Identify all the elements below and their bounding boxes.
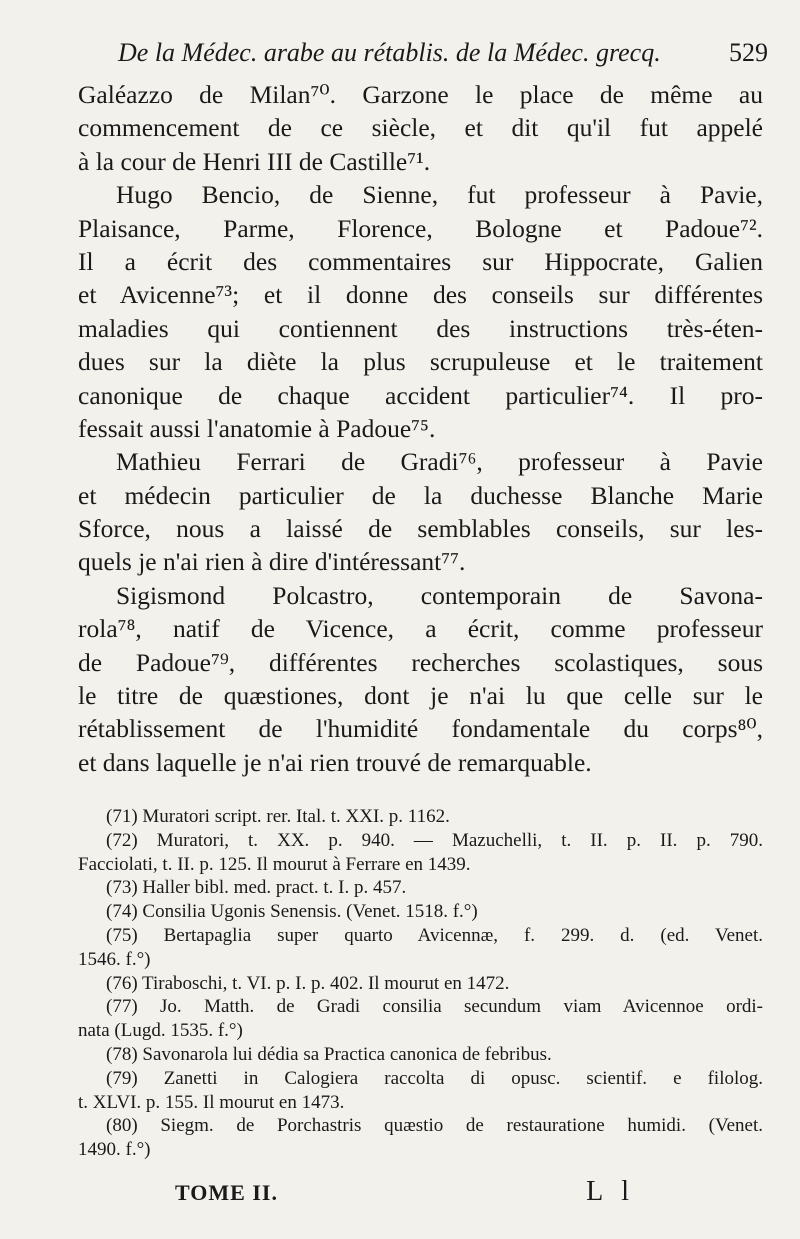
text-line: et Avicenne⁷³; et il donne des conseils sur différentes: [78, 280, 763, 310]
footnote-line: (73) Haller bibl. med. pract. t. I. p. 457.: [106, 877, 407, 899]
text-line: et dans laquelle je n'ai rien trouvé de remarquable.: [78, 747, 592, 777]
footnote-line: (80) Siegm. de Porchastris quæstio de restauratione humidi. (Venet.: [106, 1115, 763, 1137]
footnote-line: (78) Savonarola lui dédia sa Practica canonica de febribus.: [106, 1043, 552, 1065]
text-line: canonique de chaque accident particulier⁷⁴. Il pro-: [78, 380, 763, 410]
text-line: à la cour de Henri III de Castille⁷¹.: [78, 146, 431, 176]
page-number: 529: [729, 38, 768, 67]
text-line: maladies qui contiennent des instructions très-éten-: [78, 313, 763, 343]
text-line: Hugo Bencio, de Sienne, fut professeur à Pavie,: [116, 180, 763, 210]
text-line: rétablissement de l'humidité fondamentale du corps⁸⁰,: [78, 714, 763, 744]
text-line: fessait aussi l'anatomie à Padoue⁷⁵.: [78, 413, 436, 443]
footnote-line: t. XLVI. p. 155. Il mourut en 1473.: [78, 1091, 345, 1113]
text-line: dues sur la diète la plus scrupuleuse et le traitement: [78, 347, 763, 377]
footnote-line: Facciolati, t. II. p. 125. Il mourut à Ferrare en 1439.: [78, 853, 471, 875]
text-line: commencement de ce siècle, et dit qu'il fut appelé: [78, 113, 763, 143]
page-footer: [175, 1176, 635, 1214]
footnote-line: (75) Bertapaglia super quarto Avicennæ, f. 299. d. (ed. Venet.: [106, 924, 763, 946]
text-line: Il a écrit des commentaires sur Hippocrate, Galien: [78, 246, 763, 276]
footnote-line: nata (Lugd. 1535. f.°): [78, 1020, 243, 1042]
footnote-line: (74) Consilia Ugonis Senensis. (Venet. 1518. f.°): [106, 901, 478, 923]
text-line: le titre de quæstiones, dont je n'ai lu que celle sur le: [78, 681, 763, 711]
text-line: et médecin particulier de la duchesse Blanche Marie: [78, 480, 763, 510]
footnote-line: (79) Zanetti in Calogiera raccolta di opusc. scientif. e filolog.: [106, 1067, 763, 1089]
footnote-line: (77) Jo. Matth. de Gradi consilia secundum viam Avicennoe ordi-: [106, 996, 763, 1018]
main-text: [78, 78, 763, 779]
footnote-line: (76) Tiraboschi, t. VI. p. I. p. 402. Il mourut en 1472.: [106, 972, 510, 994]
running-head: [118, 38, 768, 78]
text-line: Sigismond Polcastro, contemporain de Savona-: [116, 580, 763, 610]
text-line: Galéazzo de Milan⁷⁰. Garzone le place de même au: [78, 80, 763, 109]
text-line: Mathieu Ferrari de Gradi⁷⁶, professeur à Pavie: [116, 447, 763, 477]
text-line: Plaisance, Parme, Florence, Bologne et Padoue⁷².: [78, 213, 763, 243]
text-line: quels je n'ai rien à dire d'intéressant⁷⁷.: [78, 547, 466, 577]
footnotes: [78, 805, 763, 1162]
text-line: Sforce, nous a laissé de semblables conseils, sur les-: [78, 514, 763, 544]
footnote-line: 1546. f.°): [78, 948, 151, 970]
gathering-signature: L l: [586, 1176, 635, 1207]
running-title: De la Médec. arabe au rétablis. de la Médec. grecq.: [118, 38, 661, 67]
footnote-line: 1490. f.°): [78, 1139, 151, 1161]
footnote-line: (71) Muratori script. rer. Ital. t. XXI. p. 1162.: [106, 806, 450, 827]
text-line: de Padoue⁷⁹, différentes recherches scolastiques, sous: [78, 647, 763, 677]
footnote-line: (72) Muratori, t. XX. p. 940. — Mazuchelli, t. II. p. II. p. 790.: [106, 829, 763, 851]
volume-signature: TOME II.: [175, 1180, 278, 1205]
text-line: rola⁷⁸, natif de Vicence, a écrit, comme professeur: [78, 614, 763, 644]
